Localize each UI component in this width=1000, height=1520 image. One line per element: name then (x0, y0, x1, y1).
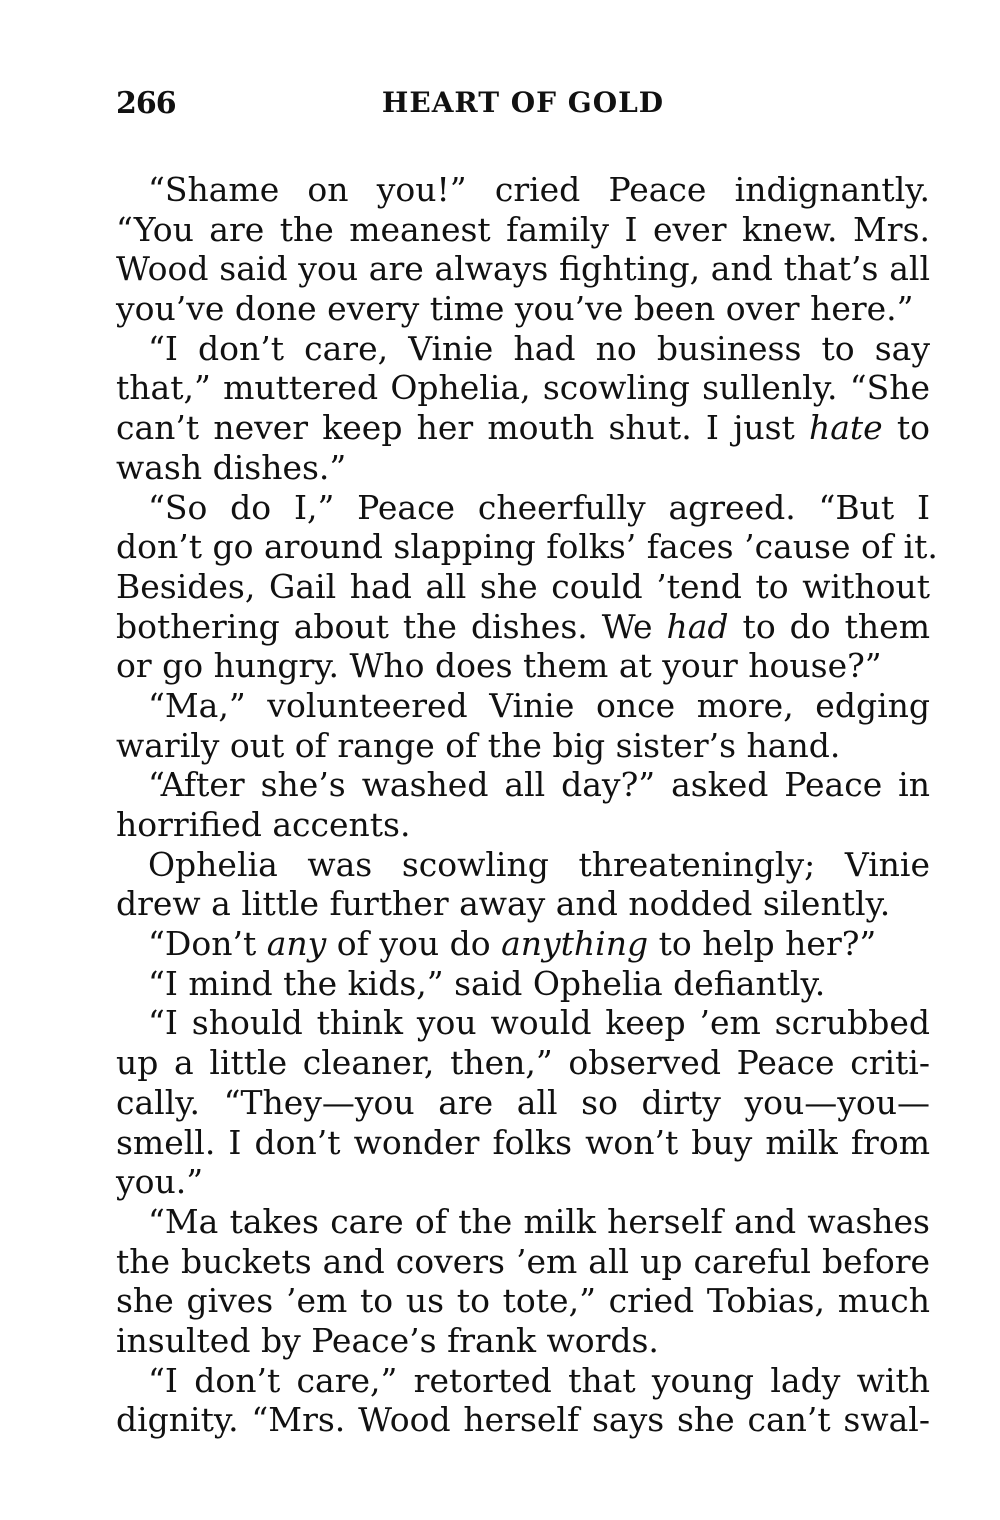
text-segment: “I should think you would keep ’em scrubbed (148, 1003, 930, 1043)
text-line (116, 567, 930, 607)
text-segment: can’t never keep her mouth shut. I just (116, 408, 809, 448)
text-segment: “After she’s washed all day?” asked Peace in (148, 765, 930, 805)
italic-text: had (666, 606, 729, 646)
text-segment: bothering about the dishes. We (116, 606, 667, 646)
text-line (116, 329, 930, 369)
text-line (116, 527, 938, 567)
text-line (116, 686, 930, 726)
text-segment: the buckets and covers ’em all up careful before (116, 1241, 930, 1281)
text-segment: don’t go around slapping folks’ faces ’cause of it. (116, 527, 938, 567)
text-line (116, 765, 930, 805)
text-segment: “I don’t care, Vinie had no business to say (148, 328, 930, 368)
text-line (116, 408, 930, 448)
text-segment: cally. “They—you are all so dirty you—you— (116, 1082, 930, 1122)
text-segment: or go hungry. Who does them at your house?” (116, 646, 882, 686)
text-line (116, 1202, 930, 1242)
text-segment: horrified accents. (116, 805, 411, 844)
text-line (116, 607, 930, 647)
text-segment: dignity. “Mrs. Wood herself says she can’t swal- (116, 1400, 930, 1440)
text-segment: Ophelia was scowling threateningly; Vinie (148, 844, 930, 884)
text-line (116, 1043, 930, 1083)
text-line (116, 210, 930, 250)
text-segment: “Don’t (148, 924, 267, 964)
text-segment: Besides, Gail had all she could ’tend to without (116, 566, 930, 606)
text-segment: warily out of range of the big sister’s hand. (116, 725, 841, 765)
italic-text: anything (501, 924, 649, 964)
text-line (116, 805, 930, 845)
text-segment: to do them (728, 606, 930, 646)
text-line (116, 170, 930, 210)
text-line (116, 1361, 930, 1401)
text-segment: “I don’t care,” retorted that young lady with (148, 1360, 930, 1400)
text-line (116, 1242, 930, 1282)
text-segment: to help her?” (648, 924, 877, 964)
text-line (116, 249, 930, 289)
text-line (116, 1321, 930, 1361)
text-segment: you’ve done every time you’ve been over here.” (116, 289, 914, 329)
text-line (116, 448, 930, 488)
text-segment: “Ma,” volunteered Vinie once more, edging (148, 685, 930, 725)
text-segment: “Shame on you!” cried Peace indignantly. (148, 170, 930, 209)
text-segment: of you do (326, 924, 502, 964)
text-segment: “Ma takes care of the milk herself and washes (148, 1201, 930, 1241)
text-segment: “So do I,” Peace cheerfully agreed. “But I (148, 487, 930, 527)
text-segment: she gives ’em to us to tote,” cried Tobias, much (116, 1281, 930, 1321)
text-segment: insulted by Peace’s frank words. (116, 1320, 659, 1360)
text-line (116, 884, 930, 924)
text-segment: to (882, 408, 930, 448)
text-line (116, 1083, 930, 1123)
text-line (116, 488, 930, 528)
text-line (116, 1281, 930, 1321)
page-header (116, 86, 930, 130)
text-line (116, 1162, 930, 1202)
text-segment: “I mind the kids,” said Ophelia defiantly. (148, 963, 826, 1003)
text-line (116, 726, 930, 766)
text-line (116, 845, 930, 885)
text-line (116, 1123, 930, 1163)
text-line (116, 289, 930, 329)
text-segment: drew a little further away and nodded silently. (116, 884, 891, 924)
text-segment: “You are the meanest family I ever knew. Mrs. (116, 209, 930, 249)
italic-text: any (266, 924, 327, 964)
text-line (116, 924, 930, 964)
text-segment: that,” muttered Ophelia, scowling sullenly. “She (116, 368, 930, 408)
running-title: HEART OF GOLD (381, 86, 665, 119)
text-line (116, 1003, 930, 1043)
text-line (116, 368, 930, 408)
page-number: 266 (116, 86, 176, 121)
text-line (116, 646, 930, 686)
text-segment: up a little cleaner, then,” observed Peace criti- (116, 1043, 930, 1083)
italic-text: hate (808, 408, 883, 448)
text-segment: you.” (116, 1162, 204, 1202)
body-text (116, 170, 938, 1440)
text-segment: wash dishes.” (116, 447, 347, 487)
text-line (116, 964, 930, 1004)
text-segment: smell. I don’t wonder folks won’t buy milk from (116, 1122, 930, 1162)
text-segment: Wood said you are always fighting, and that’s all (116, 249, 930, 289)
text-line (116, 1400, 930, 1440)
